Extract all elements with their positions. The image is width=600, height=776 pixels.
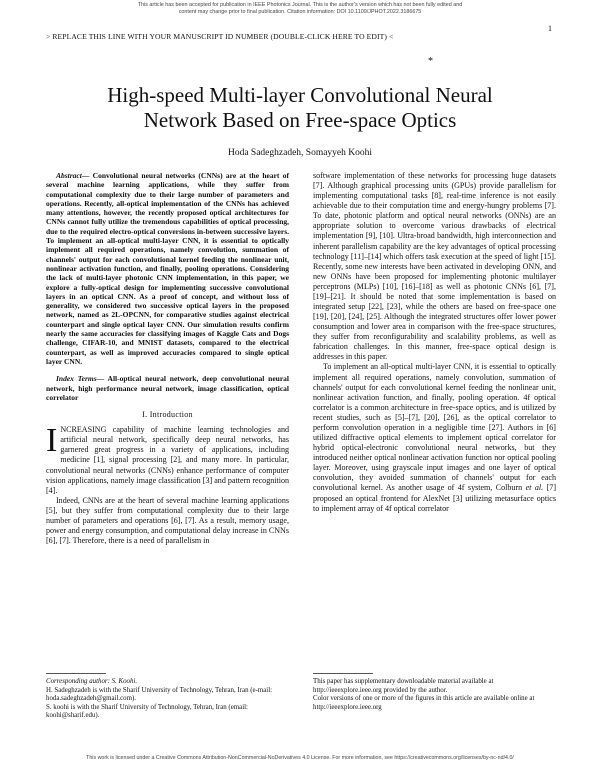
- abstract-text: — Convolutional neural networks (CNNs) are at the heart of several machine learning applications, while they suffer from computational complexity due to their large number of parameters and operations. Recently, all-optical implementation of the CNNs has achieved many attentions, however, the recently proposed optical architectures for CNNs cannot fully utilize the tremendous capabilities of optical processing, due to the required electro-optical conversions in-between successive layers. To implement an all-optical multi-layer CNN, it is essential to optically implement all required operations, namely convolution, summation of channels' output for each convolutional kernel feeding the nonlinear unit, nonlinear activation function, and finally, pooling operations. Considering the lack of multi-layer photonic CNN implementation, in this paper, we explore a fully-optical design for implementing successive convolutional layers in an optical CNN. As a proof of concept, and without loss of generality, we considered two successive optical layers in the proposed network, named as 2L-OPCNN, for comparative studies against electrical counterpart and single optical layer CNN. Our simulation results confirm nearly the same accuracies for classifying images of Kaggle Cats and Dogs challenge, CIFAR-10, and MNIST datasets, compared to the electrical counterpart, as well as improved accuracies compared to single optical layer CNN.: [46, 171, 289, 366]
- footnote-supplementary: This paper has supplementary downloadable material available at http://ieeexplore.ieee.org provided by the author.: [313, 678, 494, 694]
- right-paragraph-1: software implementation of these networks for processing huge datasets [7]. Although graphical processing units (GPUs) provide parallelism for implementing computational tasks [8], real-time inference is not easily achievable due to their computation time and energy-hungry problems [7]. To date, photonic platform and optical neural networks (ONNs) are an appropriate solution to overcome various drawbacks of electrical implementation [9], [10]. Ultra-broad bandwidth, high interconnection and inherent parallelism capability are the key advantages of optical processing technology [11]–[14] which offers task execution at the speed of light [15]. Recently, some new interests have been activated in developing ONN, and new ONNs have been proposed for implementing photonic multilayer perceptrons (MLPs) [10], [16]–[18] as well as photonic CNNs [6], [7], [19]–[21]. It should be noted that some implementation is based on integrated setup [22], [23], while the others are based on free-space one [19], [20], [24], [25]. Although the integrated structures offer lower power consumption and lower area in comparison with the free-space structures, they suffer from reconfigurability and scalability problems, as well as fabrication challenges. In this manner, free-space optical design is addresses in this paper.: [313, 171, 556, 362]
- index-terms-text: — All-optical neural network, deep convolutional neural network, high performance neural network, image classification, optical correlator: [46, 374, 289, 402]
- index-terms: [46, 374, 289, 402]
- section-heading: I. Introduction: [142, 410, 193, 420]
- intro-paragraph-1: [46, 422, 289, 496]
- footnote-corresponding: Corresponding author: S. Koohi.: [46, 678, 138, 685]
- footnote-color: Color versions of one or more of the figures in this article are available online at http://ieeexplore.ieee.org: [313, 695, 535, 711]
- right-text-2a: To implement an all-optical multi-layer CNN, it is essential to optically implement all required operations, namely convolution, summation of channels' output for each convolutional kernel feeding the nonlinear unit, nonlinear activation function, and finally, pooling operation. 4f optical correlator is a common architecture in free-space optics, and is utilized by recent studies, such as [5]–[7], [20], [26], as the optical correlator to perform convolution operation in a negligible time [27]. Authors in [6] utilized diffractive optical elements to implement optical correlator for hybrid optical-electronic convolutional neural networks, but they introduced neither optical nonlinear activation function nor optical pooling layer. Moreover, using grayscale input images and one layer of optical convolution, they avoided summation of channels' output for each convolutional kernel. As another usage of 4f system, Colburn: [313, 362, 556, 493]
- left-column: [46, 171, 289, 546]
- right-column: [313, 171, 556, 514]
- page-number: 1: [548, 24, 552, 33]
- intro-paragraph-2: Indeed, CNNs are at the heart of several machine learning applications [5], but they suffer from computational complexity due to their large number of parameters and operations [6], [7]. As a result, memory usage, power and energy consumption, and computational delay increase in CNNs [6], [7]. Therefore, there is a need of parallelism in: [46, 495, 289, 546]
- license-notice: This work is licensed under a Creative Commons Attribution-NonCommercial-NoDerivatives 4.0 License. For more information, see https://creativecommons.org/licenses/by-nc-nd/4.0/: [86, 755, 514, 761]
- publication-notice: [0, 2, 600, 16]
- right-paragraph-2: [313, 362, 556, 513]
- intro-text-1: NCREASING capability of machine learning technologies and artificial neural network, specifically deep neural networks, has garnered great progress in a variety of applications, including medicine [1], signal processing [2], and many more. In particular, convolutional neural networks (CNNs) enhance performance of computer vision applications, namely image classification [3] and pattern recognition [4].: [46, 425, 289, 495]
- star-mark: *: [428, 56, 433, 67]
- notice-line-1: This article has been accepted for publication in IEEE Photonics Journal. This is the author's version which has not been fully edited and: [137, 2, 463, 8]
- notice-line-2: content may change prior to final publication. Citation information: DOI 10.1109/JPHOT.2022.3186675: [178, 9, 422, 15]
- footnote-author-2: S. koohi is with the Sharif University of Technology, Tehran, Iran (email: koohi@sharif.edu).: [46, 703, 248, 719]
- paper-title: [40, 83, 560, 133]
- drop-cap: I: [46, 422, 58, 460]
- title-line-1: High-speed Multi-layer Convolutional Neural: [107, 83, 493, 107]
- abstract-label: Abstract: [56, 171, 82, 180]
- footnote-author-1: H. Sadeghzadeh is with the Sharif University of Technology, Tehran, Iran (e-mail: hoda.sadeghzadeh@gmail.com).: [46, 686, 273, 702]
- index-terms-label: Index Terms: [56, 374, 97, 384]
- et-al: et al.: [525, 483, 544, 493]
- footnote-rule-left: [46, 673, 106, 674]
- right-text-2b: [7] proposed an optical frontend for AlexNet [3] utilizing metasurface optics to implement array of 4f optical correlator: [313, 483, 556, 513]
- manuscript-id-header: > REPLACE THIS LINE WITH YOUR MANUSCRIPT ID NUMBER (DOUBLE-CLICK HERE TO EDIT) <: [46, 32, 394, 41]
- abstract: [46, 171, 289, 366]
- footnotes-right: [313, 678, 563, 712]
- footnote-rule-right: [313, 673, 373, 674]
- title-line-2: Network Based on Free-space Optics: [143, 108, 457, 132]
- author-list: Hoda Sadeghzadeh, Somayyeh Koohi: [227, 148, 373, 158]
- footnotes-left: [46, 678, 296, 721]
